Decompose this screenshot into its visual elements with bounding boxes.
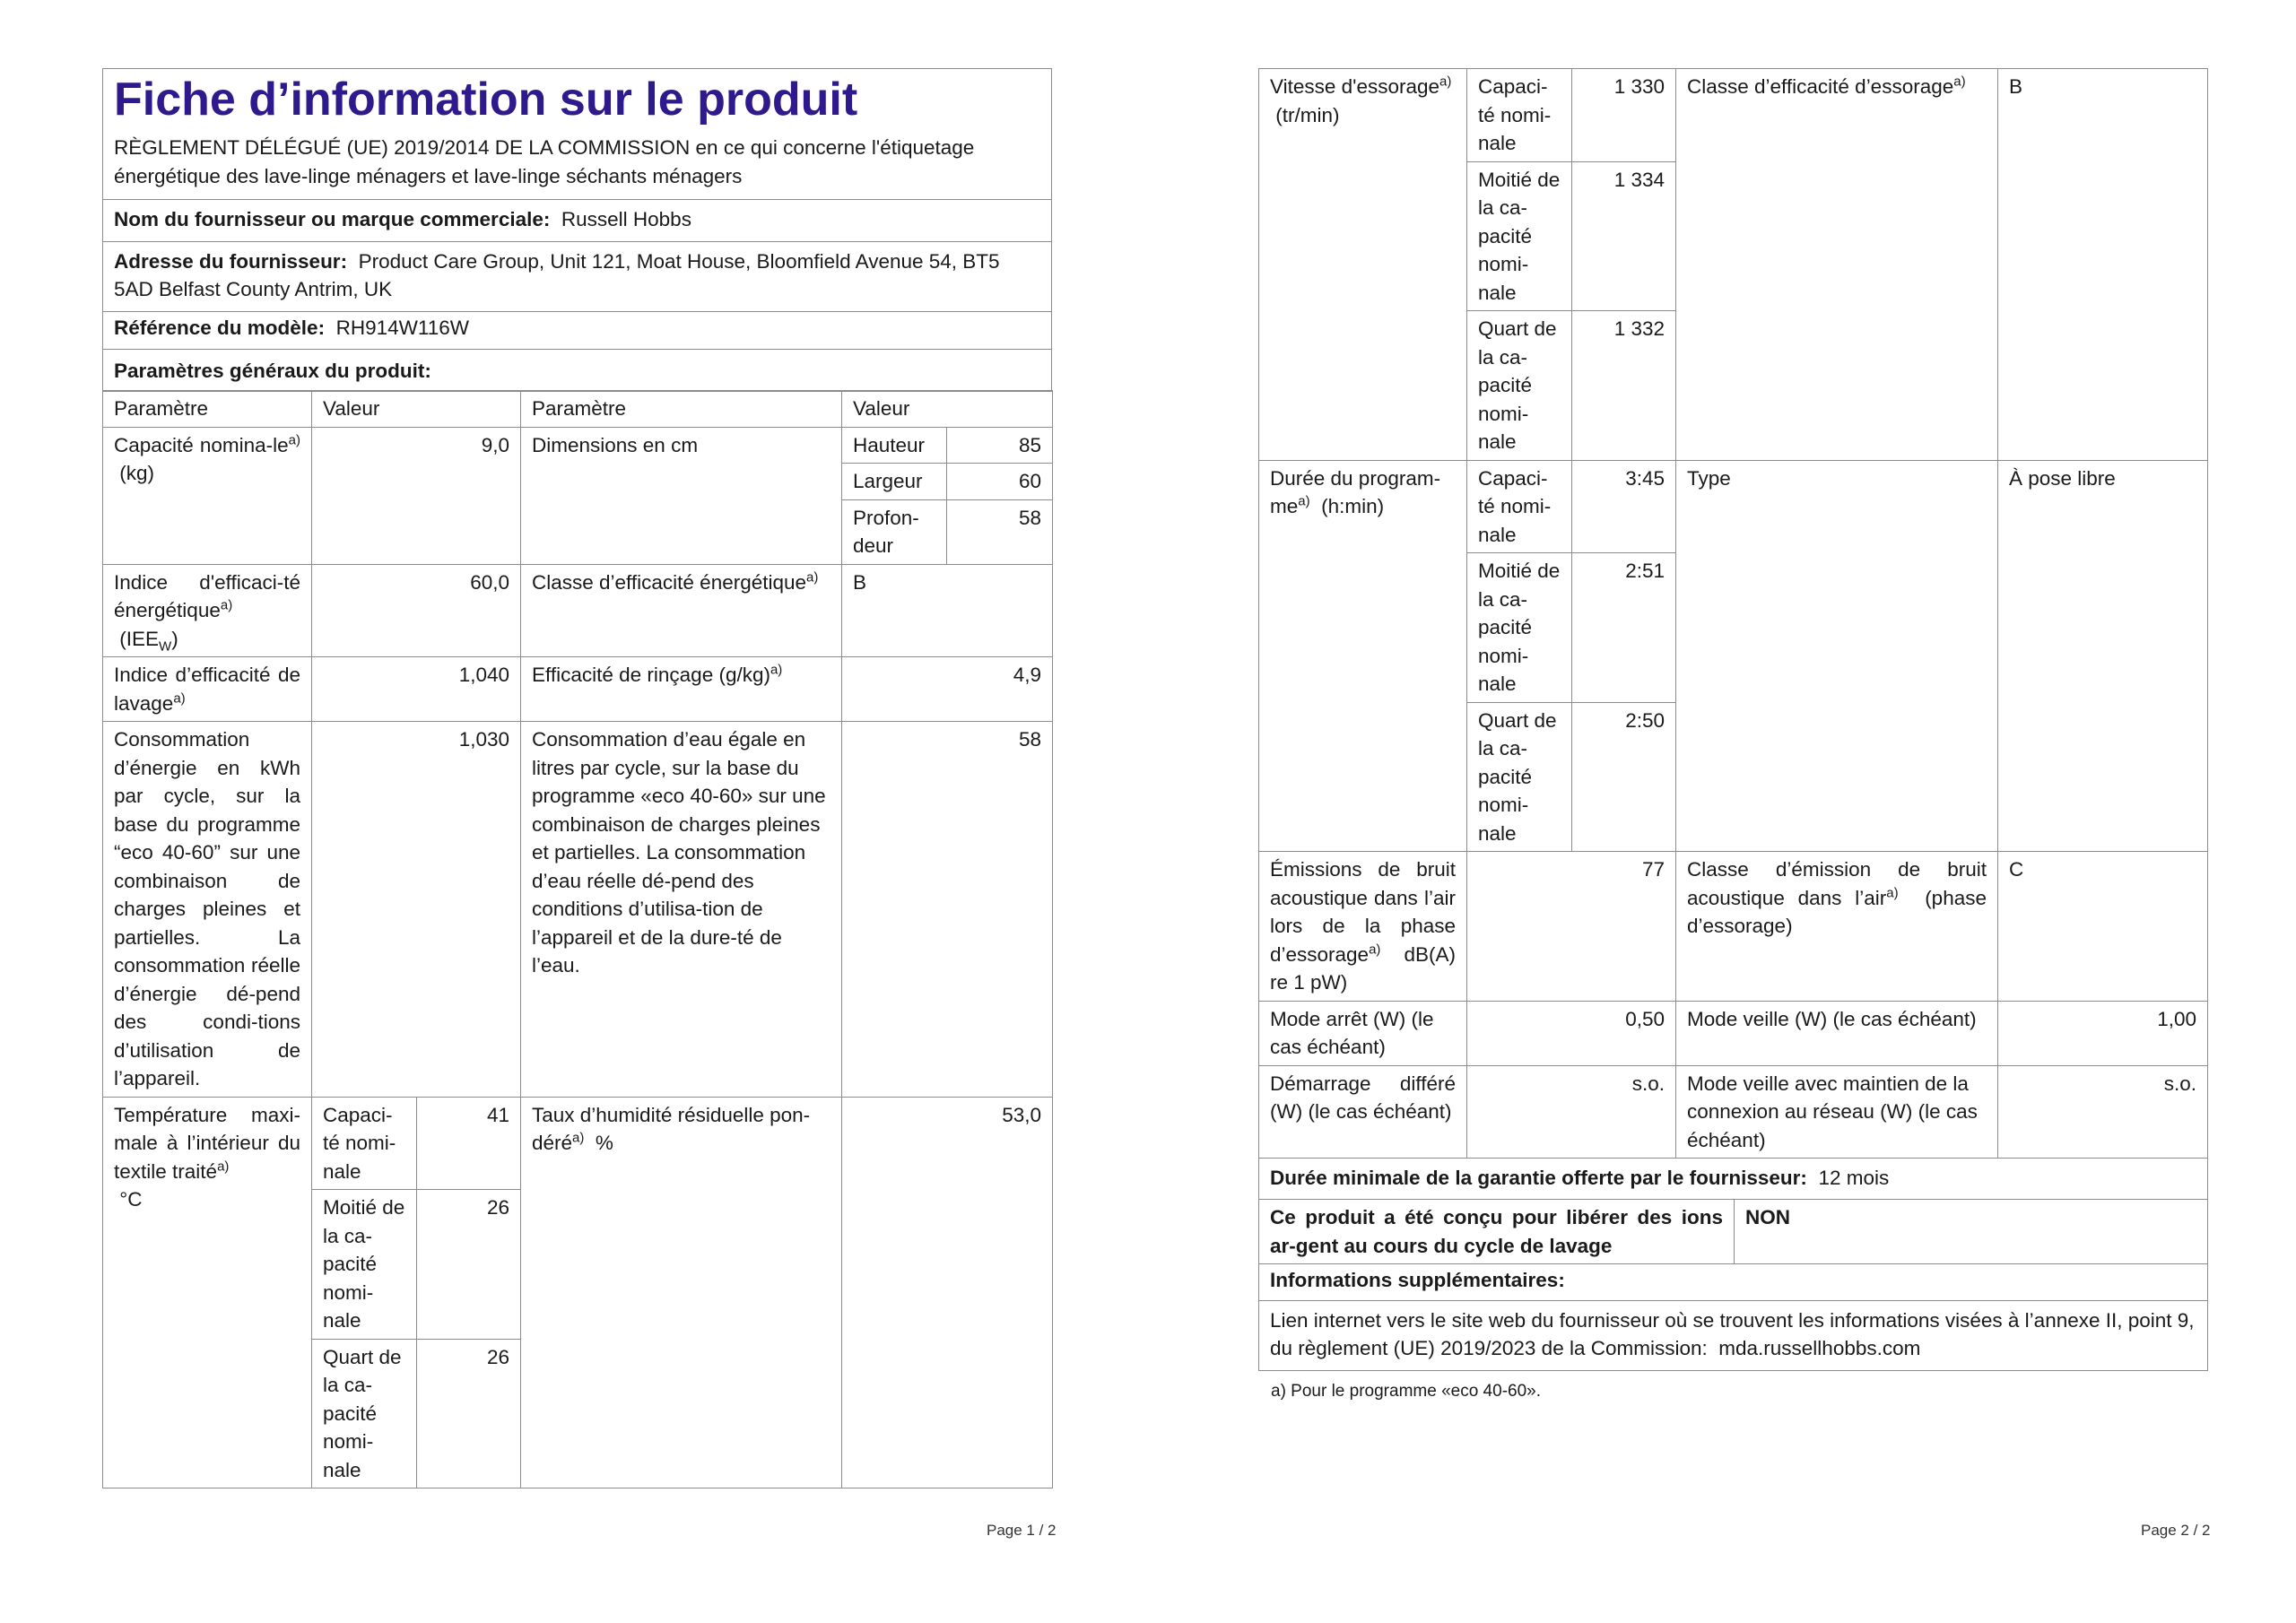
spin-rated-value: 1 330 <box>1572 69 1676 162</box>
link-row <box>1259 1300 2208 1370</box>
off-mode-label: Mode arrêt (W) (le cas échéant) <box>1259 1001 1467 1065</box>
duration-half-label: Moitié de la ca-pacité nomi-nale <box>1467 553 1572 703</box>
rinse-value: 4,9 <box>842 657 1053 722</box>
address-value: Product Care Group, Unit 121, Moat House, Bloomfield Avenue 54, BT5 5AD Belfast County Antrim, UK <box>114 249 1000 300</box>
delay-start-value: s.o. <box>1467 1065 1676 1159</box>
params-header-row <box>103 391 1053 428</box>
silver-ions-value: NON <box>1735 1200 2208 1264</box>
standby-value: 1,00 <box>1998 1001 2208 1065</box>
temp-quarter-label: Quart de la ca-pacité nomi-nale <box>312 1339 417 1488</box>
noise-class-value: C <box>1998 852 2208 1002</box>
document-title: Fiche d’information sur le produit <box>114 74 858 126</box>
water-consumption-label: Consommation d’eau égale en litres par cycle, sur la base du programme «eco 40-60» sur une combinaison de charges pleines et partielles. La consommation d’eau réelle dé-pend des conditions d’utilisa-tion de l’appareil et de la dure-té de l’eau. <box>521 722 842 1098</box>
network-standby-label: Mode veille avec maintien de la connexion au réseau (W) (le cas échéant) <box>1676 1065 1998 1159</box>
width-value: 60 <box>947 464 1053 500</box>
extra-info-label: Informations supplémentaires: <box>1259 1264 2208 1301</box>
spin-half-value: 1 334 <box>1572 161 1676 311</box>
type-value: À pose libre <box>1998 460 2208 852</box>
duration-quarter-label: Quart de la ca-pacité nomi-nale <box>1467 702 1572 852</box>
capacity-label: Capacité nomina-$le^{a)}$ (kg) <box>103 427 312 564</box>
temp-rated-value: 41 <box>417 1097 521 1190</box>
duration-rated-value: 3:45 <box>1572 460 1676 553</box>
spin-speed-label: Vitesse d'essorage$^{a)}$ (tr/min) <box>1259 69 1467 461</box>
params-table-2 <box>1258 68 2208 1159</box>
off-mode-value: 0,50 <box>1467 1001 1676 1065</box>
title-cell <box>103 69 1052 200</box>
height-label: Hauteur <box>842 427 947 464</box>
warranty-value: 12 mois <box>1818 1166 1890 1189</box>
spin-quarter-label: Quart de la ca-pacité nomi-nale <box>1467 311 1572 461</box>
wash-index-label: Indice d’efficacité de lavage$^{a)}$ <box>103 657 312 722</box>
page-1 <box>102 68 1052 1488</box>
col-header-value: Valeur <box>312 391 521 428</box>
standby-label: Mode veille (W) (le cas échéant) <box>1676 1001 1998 1065</box>
col-header-param: Paramètre <box>103 391 312 428</box>
energy-class-label: Classe d’efficacité énergétique$^{a)}$ <box>521 564 842 657</box>
address-row <box>103 241 1052 311</box>
page-2 <box>1258 68 2207 1402</box>
supplier-value: Russell Hobbs <box>561 208 691 230</box>
humidity-value: 53,0 <box>842 1097 1053 1488</box>
energy-consumption-label: Consommation d’énergie en kWh par cycle, sur la base du programme “eco 40-60” sur une combinaison de charges pleines et partielles. La consommation réelle d’énergie dé-pend des condi-tions d’utilisation de l’appareil. <box>103 722 312 1098</box>
supplier-website-link[interactable]: mda.russellhobbs.com <box>1718 1337 1921 1359</box>
eei-label: Indice d'efficaci-té énergétique$^{a)}$ $(IEE_W)$ <box>103 564 312 657</box>
model-value: RH914W116W <box>335 316 469 339</box>
model-row <box>103 311 1052 350</box>
info-table <box>1258 1158 2208 1371</box>
network-standby-value: s.o. <box>1998 1065 2208 1159</box>
energy-consumption-value: 1,030 <box>312 722 521 1098</box>
warranty-row <box>1259 1158 2208 1200</box>
supplier-row <box>103 200 1052 242</box>
supplier-label: Nom du fournisseur ou marque commerciale: <box>114 208 551 230</box>
duration-rated-label: Capaci-té nomi-nale <box>1467 460 1572 553</box>
footnote: a) Pour le programme «eco 40-60». <box>1271 1381 1541 1401</box>
temp-quarter-value: 26 <box>417 1339 521 1488</box>
temp-rated-label: Capaci-té nomi-nale <box>312 1097 417 1190</box>
wash-index-value: 1,040 <box>312 657 521 722</box>
col-header-param: Paramètre <box>521 391 842 428</box>
model-label: Référence du modèle: <box>114 316 326 339</box>
col-header-value: Valeur <box>842 391 1053 428</box>
silver-ions-label: Ce produit a été conçu pour libérer des ions ar-gent au cours du cycle de lavage <box>1259 1200 1735 1264</box>
page-number-1: Page 1 / 2 <box>987 1522 1057 1539</box>
warranty-label: Durée minimale de la garantie offerte par le fournisseur: <box>1270 1166 1807 1189</box>
energy-class-value: B <box>842 564 1053 657</box>
depth-value: 58 <box>947 499 1053 564</box>
width-label: Largeur <box>842 464 947 500</box>
humidity-label: Taux d’humidité résiduelle pon-déré$^{a)}$ % <box>521 1097 842 1488</box>
delay-start-label: Démarrage différé (W) (le cas échéant) <box>1259 1065 1467 1159</box>
type-label: Type <box>1676 460 1998 852</box>
spin-quarter-value: 1 332 <box>1572 311 1676 461</box>
noise-value: 77 <box>1467 852 1676 1002</box>
noise-class-label: Classe d’émission de bruit acoustique dans l’air$^{a)}$ (phase d’essorage) <box>1676 852 1998 1002</box>
duration-quarter-value: 2:50 <box>1572 702 1676 852</box>
regulation-text: RÈGLEMENT DÉLÉGUÉ (UE) 2019/2014 DE LA COMMISSION en ce qui concerne l'étiquetage énergétique des lave-linge ménagers et lave-linge séchants ménagers <box>114 136 975 187</box>
eei-value: 60,0 <box>312 564 521 657</box>
dimensions-label: Dimensions en cm <box>521 427 842 564</box>
duration-label: Durée du program-$me^{a)}$ (h:min) <box>1259 460 1467 852</box>
spin-half-label: Moitié de la ca-pacité nomi-nale <box>1467 161 1572 311</box>
capacity-value: 9,0 <box>312 427 521 564</box>
water-consumption-value: 58 <box>842 722 1053 1098</box>
params-heading: Paramètres généraux du produit: <box>103 350 1052 392</box>
depth-label: Profon-deur <box>842 499 947 564</box>
rinse-label: Efficacité de rinçage $(g/kg)^{a)}$ <box>521 657 842 722</box>
temperature-label: Température maxi-male à l’intérieur du textile traité$^{a)}$ °C <box>103 1097 312 1488</box>
spin-class-value: B <box>1998 69 2208 461</box>
duration-half-value: 2:51 <box>1572 553 1676 703</box>
link-text: Lien internet vers le site web du fournisseur où se trouvent les informations visées à l’annexe II, point 9, du règlement (UE) 2019/2023 de la Commission: <box>1270 1308 2195 1359</box>
spin-rated-label: Capaci-té nomi-nale <box>1467 69 1572 162</box>
temp-half-value: 26 <box>417 1190 521 1340</box>
params-table <box>102 390 1053 1488</box>
temp-half-label: Moitié de la ca-pacité nomi-nale <box>312 1190 417 1340</box>
spin-class-label: Classe d’efficacité d’essorage$^{a)}$ <box>1676 69 1998 461</box>
height-value: 85 <box>947 427 1053 464</box>
header-table <box>102 68 1052 392</box>
noise-label: Émissions de bruit acoustique dans l’air lors de la phase d’essorage$^{a)}$ dB(A) re 1 pW) <box>1259 852 1467 1002</box>
page-number-2: Page 2 / 2 <box>2141 1522 2211 1539</box>
address-label: Adresse du fournisseur: <box>114 249 348 273</box>
